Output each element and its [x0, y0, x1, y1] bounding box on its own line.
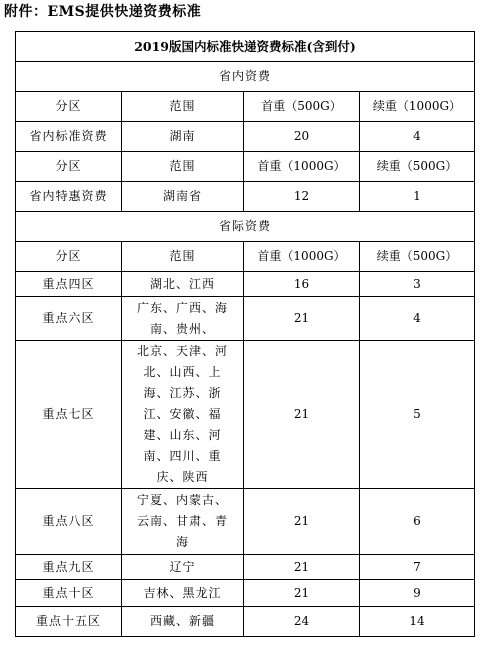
first-weight-cell: 16: [244, 272, 360, 297]
range-line: 西藏、新疆: [149, 614, 215, 628]
range-line: 海、江苏、浙: [143, 386, 222, 400]
header-range: 范围: [122, 152, 244, 182]
range-line: 建、山东、河: [143, 428, 222, 442]
range-cell: [122, 489, 244, 555]
first-weight-cell: 21: [244, 341, 360, 489]
range-cell: [122, 272, 244, 297]
range-line: 宁夏、内蒙古、: [136, 493, 228, 507]
range-line: 庆、陕西: [156, 470, 209, 484]
table-header-row: [16, 152, 475, 182]
range-line: 云南、甘肃、青: [136, 514, 228, 528]
first-weight-cell: 24: [244, 607, 360, 637]
extra-weight-cell: 5: [360, 341, 475, 489]
range-line: 北、山西、上: [143, 365, 222, 379]
range-cell: [122, 341, 244, 489]
zone-cell: 重点四区: [16, 272, 122, 297]
ems-rate-table: [15, 31, 475, 637]
extra-weight-cell: 3: [360, 272, 475, 297]
header-extra-weight: 续重（1000G）: [360, 92, 475, 122]
zone-cell: 重点十区: [16, 580, 122, 607]
extra-weight-cell: 4: [360, 297, 475, 341]
zone-cell: 重点八区: [16, 489, 122, 555]
zone-cell: 重点六区: [16, 297, 122, 341]
header-zone: 分区: [16, 242, 122, 272]
table-row: [16, 607, 475, 637]
zone-cell: 重点九区: [16, 555, 122, 580]
table-row: [16, 122, 475, 152]
header-range: 范围: [122, 92, 244, 122]
zone-cell: 重点七区: [16, 341, 122, 489]
extra-weight-cell: 4: [360, 122, 475, 152]
range-cell: [122, 607, 244, 637]
range-line: 江、安徽、福: [143, 407, 222, 421]
table-row: [16, 272, 475, 297]
range-line: 北京、天津、河: [136, 344, 228, 358]
first-weight-cell: 12: [244, 182, 360, 212]
extra-weight-cell: 9: [360, 580, 475, 607]
table-title: 2019版国内标准快递资费标准(含到付): [16, 32, 475, 62]
table-header-row: [16, 242, 475, 272]
header-zone: 分区: [16, 152, 122, 182]
range-cell: 湖南: [122, 122, 244, 152]
range-line: 广东、广西、海: [136, 300, 228, 315]
range-cell: [122, 297, 244, 341]
header-first-weight: 首重（1000G）: [244, 242, 360, 272]
extra-weight-cell: 14: [360, 607, 475, 637]
range-cell: [122, 580, 244, 607]
table-row: [16, 489, 475, 555]
range-line: 辽宁: [169, 559, 196, 574]
header-zone: 分区: [16, 92, 122, 122]
range-line: 湖北、江西: [149, 276, 215, 291]
first-weight-cell: 21: [244, 297, 360, 341]
header-extra-weight: 续重（500G）: [360, 242, 475, 272]
range-line: 海: [175, 535, 189, 549]
table-row: [16, 555, 475, 580]
section-title-province: 省内资费: [16, 62, 475, 92]
extra-weight-cell: 7: [360, 555, 475, 580]
header-range: 范围: [122, 242, 244, 272]
range-cell: [122, 555, 244, 580]
zone-cell: 重点十五区: [16, 607, 122, 637]
zone-cell: 省内特惠资费: [16, 182, 122, 212]
table-row: [16, 297, 475, 341]
document-heading: 附件：EMS提供快递资费标准: [4, 4, 202, 20]
zone-cell: 省内标准资费: [16, 122, 122, 152]
first-weight-cell: 20: [244, 122, 360, 152]
header-first-weight: 首重（1000G）: [244, 152, 360, 182]
range-line: 南、贵州、: [149, 321, 215, 336]
first-weight-cell: 21: [244, 580, 360, 607]
range-cell: 湖南省: [122, 182, 244, 212]
header-first-weight: 首重（500G）: [244, 92, 360, 122]
range-line: 吉林、黑龙江: [143, 585, 222, 600]
section-title-interprovince: 省际资费: [16, 212, 475, 242]
table-row: [16, 182, 475, 212]
header-extra-weight: 续重（500G）: [360, 152, 475, 182]
table-header-row: [16, 92, 475, 122]
range-line: 南、四川、重: [143, 449, 222, 463]
table-row: [16, 580, 475, 607]
extra-weight-cell: 1: [360, 182, 475, 212]
extra-weight-cell: 6: [360, 489, 475, 555]
first-weight-cell: 21: [244, 555, 360, 580]
first-weight-cell: 21: [244, 489, 360, 555]
table-row: [16, 341, 475, 489]
